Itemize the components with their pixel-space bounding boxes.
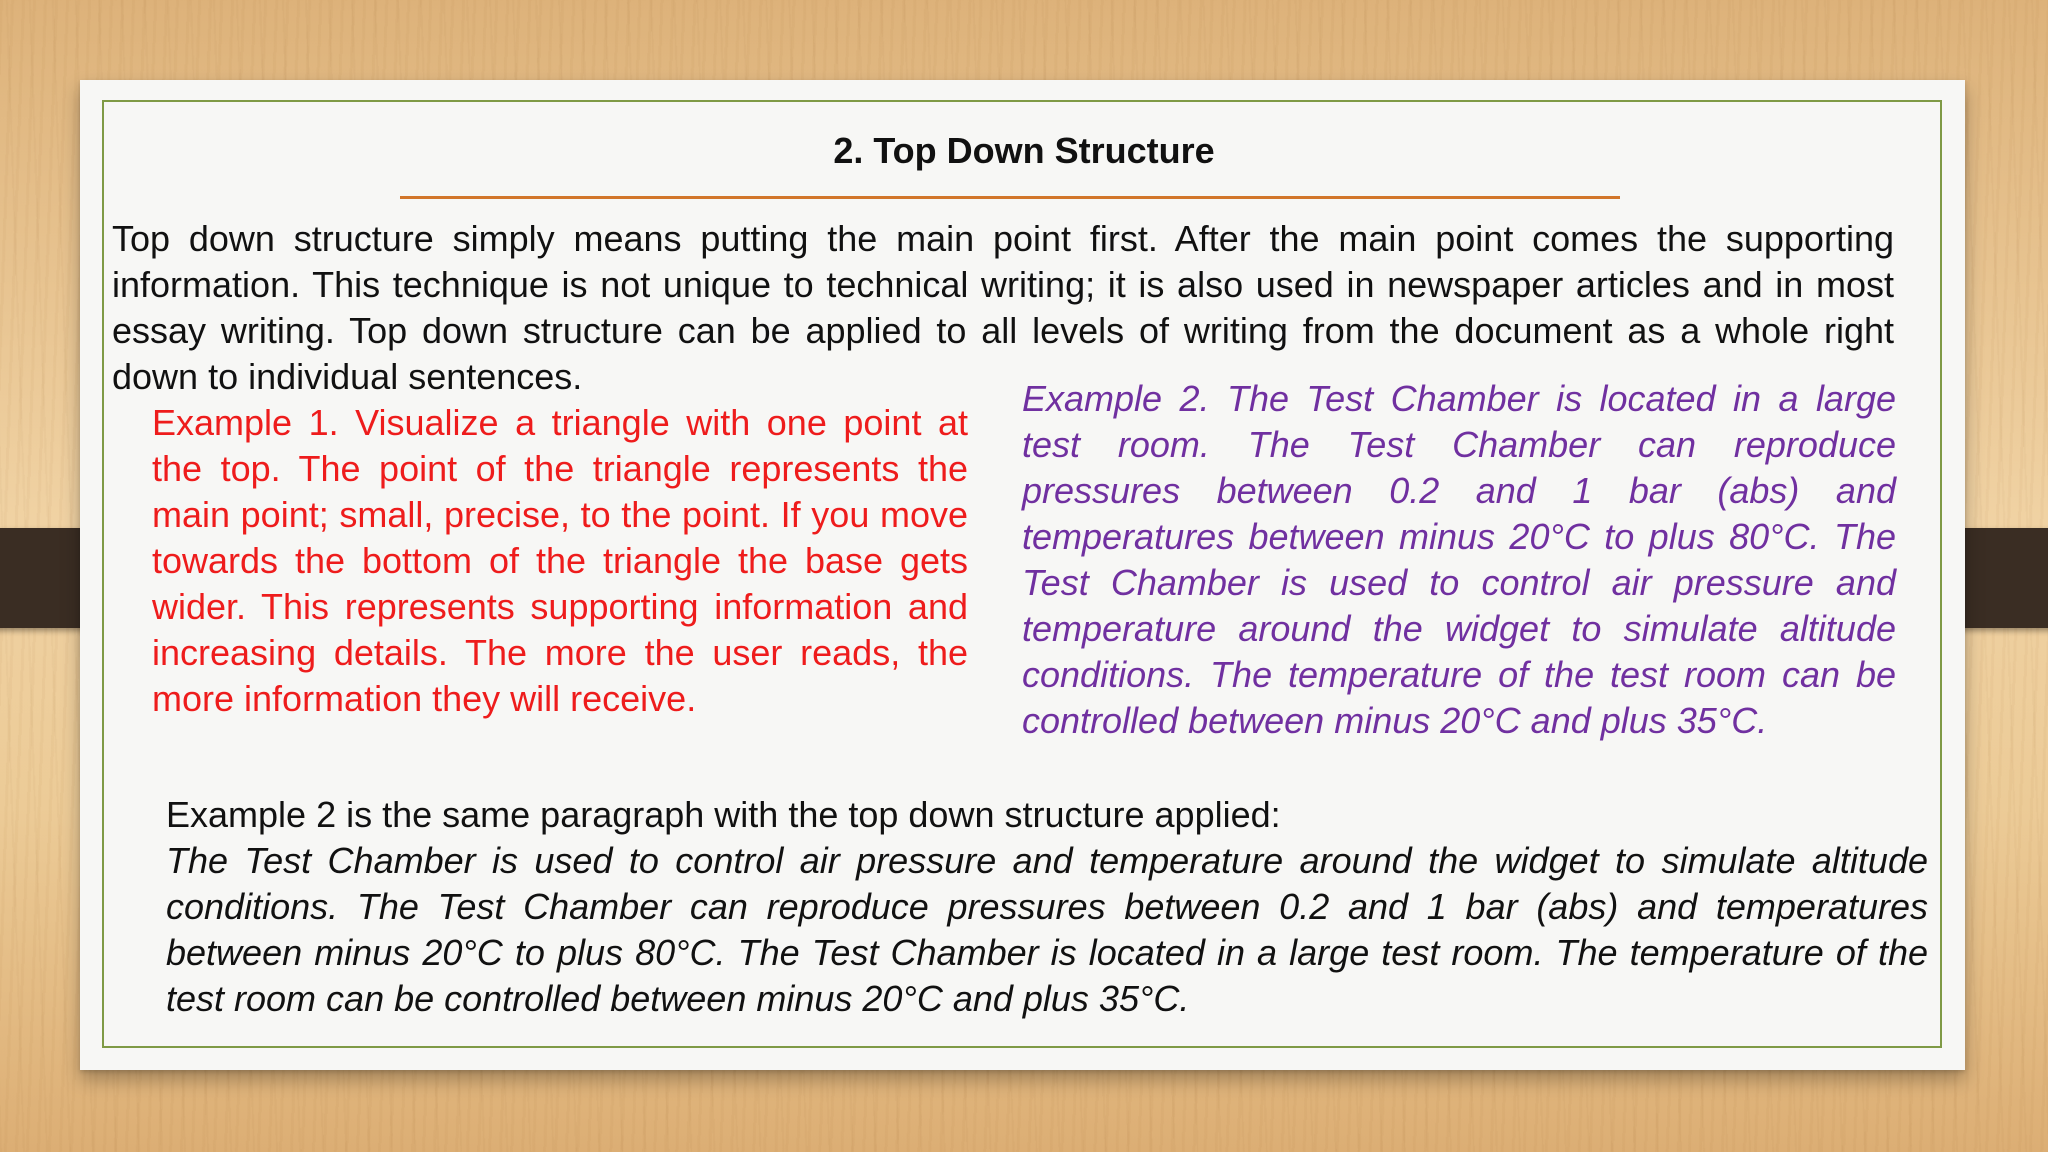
example-2-paragraph: Example 2. The Test Chamber is located in a large test room. The Test Chamber can reproduce pressures between 0.2 and 1 bar (abs) and temperatures between minus 20°C to plus 80°C. The Test Chamber is used to control air pressure and temperature around the widget to simulate altitude conditions. The temperature of the test room can be controlled between minus 20°C and plus 35°C. — [1022, 378, 1896, 741]
example-1-paragraph: Example 1. Visualize a triangle with one point at the top. The point of the triangle represents the main point; small, precise, to the point. If you move towards the bottom of the triangle the base gets wider. This represents supporting information and increasing details. The more the user reads, the more information they will receive. — [152, 402, 968, 719]
slide-frame — [102, 100, 1942, 1048]
slide-card — [80, 80, 1965, 1070]
intro-paragraph: Top down structure simply means putting the main point first. After the main point comes the supporting information. This technique is not unique to technical writing; it is also used in newspaper articles and in most essay writing. Top down structure can be applied to all levels of writing from the document as a whole right down to individual sentences. — [112, 218, 1894, 397]
applied-intro-line: Example 2 is the same paragraph with the top down structure applied: — [166, 794, 1281, 835]
applied-example-paragraph: The Test Chamber is used to control air pressure and temperature around the widget to simulate altitude conditions. The Test Chamber can reproduce pressures between 0.2 and 1 bar (abs) and temperatures between minus 20°C to plus 80°C. The Test Chamber is located in a large test room. The temperature of the test room can be controlled between minus 20°C and plus 35°C. — [166, 840, 1928, 1019]
title-underline — [400, 196, 1620, 199]
slide-title: 2. Top Down Structure — [833, 130, 1215, 171]
